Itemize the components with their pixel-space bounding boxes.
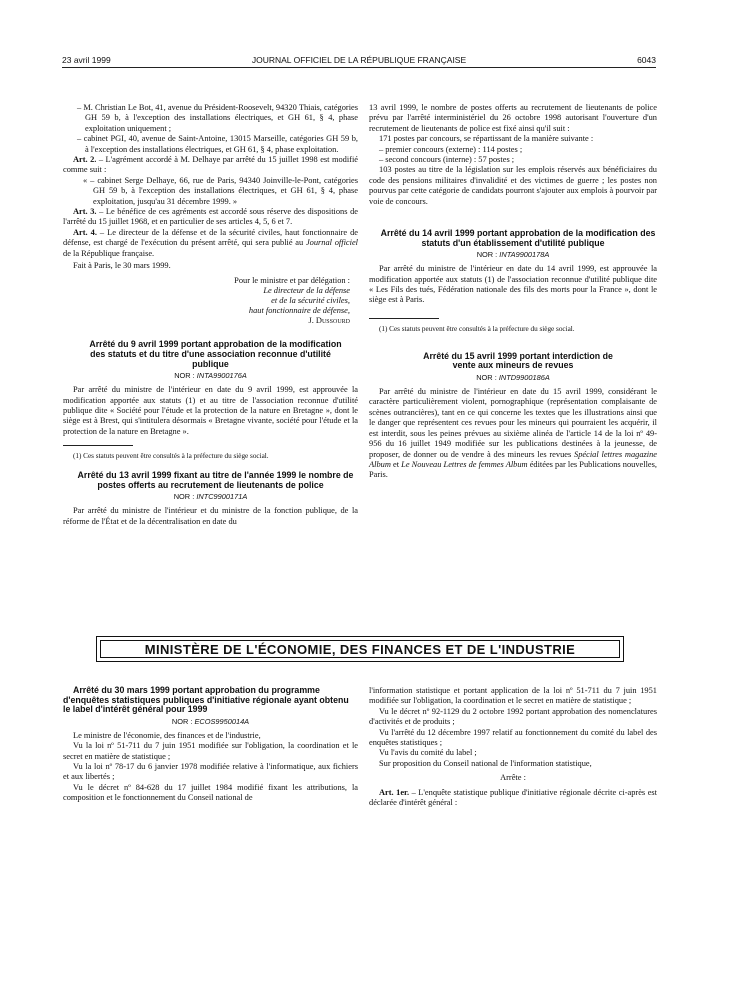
arrete-title: Arrêté du 13 avril 1999 fixant au titre de l'année 1999 le nombre de postes offerts au recrutement de lieutenants de police — [77, 470, 354, 490]
paragraph: Vu la loi nº 78-17 du 6 janvier 1978 modifiée relative à l'informatique, aux fichiers et aux libertés ; — [63, 762, 358, 782]
paragraph: Vu le décret nº 84-628 du 17 juillet 1984 modifié fixant les attributions, la composition et le fonctionnement du Conseil national de — [63, 782, 358, 803]
agreement-list — [63, 103, 358, 155]
list-item: – cabinet PGI, 40, avenue de Saint-Antoine, 13015 Marseille, catégories GH 59 b, à l'exception des installations électriques, et GH 61, § 4, phase exploitation. — [77, 134, 358, 154]
done-at: Fait à Paris, le 30 mars 1999. — [73, 261, 171, 271]
reserved-posts: 103 postes au titre de la législation sur les emplois réservés aux bénéficiaires du code des pensions militaires d'invalidité et des victimes de guerre ; les postes non pourvus par cette catégorie de candidats pourront s'ajouter aux emplois à pourvoir par voie de concours. — [369, 165, 657, 206]
list-item: – second concours (interne) : 57 postes ; — [379, 155, 515, 165]
signature-line: haut fonctionnaire de défense, — [248, 305, 350, 315]
footnote: (1) Ces statuts peuvent être consultés à la préfecture du siège social. — [379, 324, 575, 333]
paragraph: Vu le décret nº 92-1129 du 2 octobre 1992 portant approbation des nomenclatures d'activités et de produits ; — [369, 706, 657, 727]
continued-text: 13 avril 1999, le nombre de postes offerts au recrutement de lieutenants de police prévu par l'arrêté interministériel du 26 octobre 1998 autorisant l'ouverture d'un recrutement de lieutenants de police est fixé ainsi qu'il suit : — [369, 103, 657, 133]
quoted-entry: « – cabinet Serge Delhaye, 66, rue de Paris, 94340 Joinville-le-Pont, catégories GH 59 b, à l'exception des installations électriques, et GH 61, § 4, phase exploitation, jusqu'au 31 décembre 1999. » — [83, 175, 358, 206]
footnote-rule — [369, 318, 439, 319]
ministry-banner — [96, 636, 624, 662]
signature-name: J. Dussourd — [308, 315, 350, 325]
header-date: 23 avril 1999 — [62, 55, 111, 65]
arrete-body: Par arrêté du ministre de l'intérieur en date du 9 avril 1999, est approuvée la modification apportée aux statuts (1) et au titre de l'association reconnue d'utilité publique dite « Société pour l'étude et la protection de la nature en Bretagne », dont le siège est à Brest, qui s'intitulera désormais « Bretagne vivante, société pour l'étude et la protection de la nature en Bretagne ». — [63, 385, 358, 436]
signature-line: et de la sécurité civiles, — [271, 295, 350, 305]
arrete-body: Par arrêté du ministre de l'intérieur et du ministre de la fonction publique, de la réforme de l'État et de la décentralisation en date du — [63, 506, 358, 526]
header-page-number: 6043 — [637, 55, 656, 65]
article-3: Art. 3. – Le bénéfice de ces agréments est accordé sous réserve des dispositions de l'arrêté du 15 juillet 1968, et en particulier de ses articles 4, 5, 6 et 7. — [63, 207, 358, 227]
article-label: Art. 4. — [73, 227, 97, 237]
arrete-word: Arrête : — [500, 773, 526, 783]
article-1: Art. 1er. – L'enquête statistique publique d'initiative régionale décrite ci-après est déclarée d'intérêt général : — [369, 787, 658, 808]
article-2: Art. 2. – L'agrément accordé à M. Delhaye par arrêté du 15 juillet 1998 est modifié comme suit : — [63, 155, 358, 175]
column-1 — [63, 103, 358, 527]
footnote-rule — [63, 445, 133, 446]
paragraph: Le ministre de l'économie, des finances et de l'industrie, — [73, 730, 261, 740]
nor-reference: NOR : INTC9900171A — [173, 492, 248, 502]
signature-line: Le directeur de la défense — [263, 285, 350, 295]
ministry-title: MINISTÈRE DE L'ÉCONOMIE, DES FINANCES ET DE L'INDUSTRIE — [144, 641, 576, 657]
list-item: – premier concours (externe) : 114 postes ; — [379, 144, 523, 154]
arrete-body: Par arrêté du ministre de l'intérieur en date du 14 avril 1999, est approuvée la modification apportée aux statuts (1) de l'association reconnue d'utilité publique dite « Les Fils des tués, Fédération nationale des fils des morts pour la France », dont le siège est à Paris. — [369, 264, 657, 305]
paragraph: Vu la loi nº 51-711 du 7 juin 1951 modifiée sur l'obligation, la coordination et le secret en matière de statistique ; — [63, 741, 358, 761]
signature-intro: Pour le ministre et par délégation : — [234, 275, 350, 285]
revue-title: Le Nouveau Lettres de femmes Album — [401, 459, 528, 469]
arrete-title: Arrêté du 14 avril 1999 portant approbation de la modification des statuts d'un établissement d'utilité publique — [380, 228, 656, 248]
continued-text: l'information statistique et portant application de la loi nº 51-711 du 7 juin 1951 modifiée sur l'obligation, la coordination et le secret en matière de statistique ; — [369, 686, 657, 706]
article-label: Art. 3. — [73, 207, 97, 217]
article-label: Art. 1er. — [379, 787, 410, 797]
arrete-body: Par arrêté du ministre de l'intérieur en date du 15 avril 1999, considérant le caractère particulièrement violent, pornographique (représentation complaisante de scènes outrancières), tant en ce qui concerne les textes que les illustrations ainsi que le danger que représentent ces revues pour les mineurs qui pourraient les acquérir, il est interdit, sous les peines prévues au sixième alinéa de l'article 14 de la loi nº 49-956 du 16 juillet 1949 modifiée sur les publications destinées à la jeunesse, de proposer, de donner ou de vendre à des mineurs les revues Spécial lettres magazine Album et Le Nouveau Lettres de femmes Album éditées par les Publications nouvelles, Paris. — [369, 387, 658, 480]
header-rule — [62, 67, 656, 68]
column-4 — [369, 686, 657, 808]
nor-reference: NOR : ECOS9950014A — [171, 716, 250, 726]
arrete-title: Arrêté du 30 mars 1999 portant approbation du programme d'enquêtes statistiques publiques d'initiative régionale ayant obtenu le label d'intérêt général pour 1999 — [63, 685, 349, 715]
article-label: Art. 2. — [73, 155, 97, 165]
article-4: Art. 4. – Le directeur de la défense et de la sécurité civiles, haut fonctionnaire de défense, est chargé de l'exécution du présent arrêté, qui sera publié au Journal officiel de la République française. — [63, 227, 358, 258]
arrete-title: Arrêté du 9 avril 1999 portant approbation de la modification des statuts et du titre d'une association reconnue d'utilité publique — [89, 339, 342, 369]
footnote: (1) Ces statuts peuvent être consultés à la préfecture du siège social. — [73, 452, 269, 461]
header-title: JOURNAL OFFICIEL DE LA RÉPUBLIQUE FRANÇAISE — [251, 55, 467, 65]
list-item: – M. Christian Le Bot, 41, avenue du Président-Roosevelt, 94320 Thiais, catégories GH 59 b, à l'exception des installations électriques, et GH 61, § 4, phase exploitation uniquement ; — [77, 103, 358, 133]
nor-reference: NOR : INTD9900186A — [476, 373, 550, 383]
nor-reference: NOR : INTA9900178A — [476, 250, 550, 260]
revue-title: Spécial lettres magazine Album — [369, 449, 658, 469]
paragraph: Sur proposition du Conseil national de l'information statistique, — [379, 758, 592, 768]
posts-line: 171 postes par concours, se répartissant de la manière suivante : — [379, 134, 594, 144]
paragraph: Vu l'arrêté du 12 décembre 1997 relatif au fonctionnement du comité du label des enquêtes statistiques ; — [369, 727, 657, 748]
arrete-title: Arrêté du 15 avril 1999 portant interdiction de vente aux mineurs de revues — [423, 350, 613, 371]
signature-block — [63, 276, 358, 327]
paragraph: Vu l'avis du comité du label ; — [379, 748, 477, 758]
nor-reference: NOR : INTA9900176A — [174, 371, 247, 381]
column-3 — [63, 686, 358, 804]
column-2 — [369, 103, 657, 481]
